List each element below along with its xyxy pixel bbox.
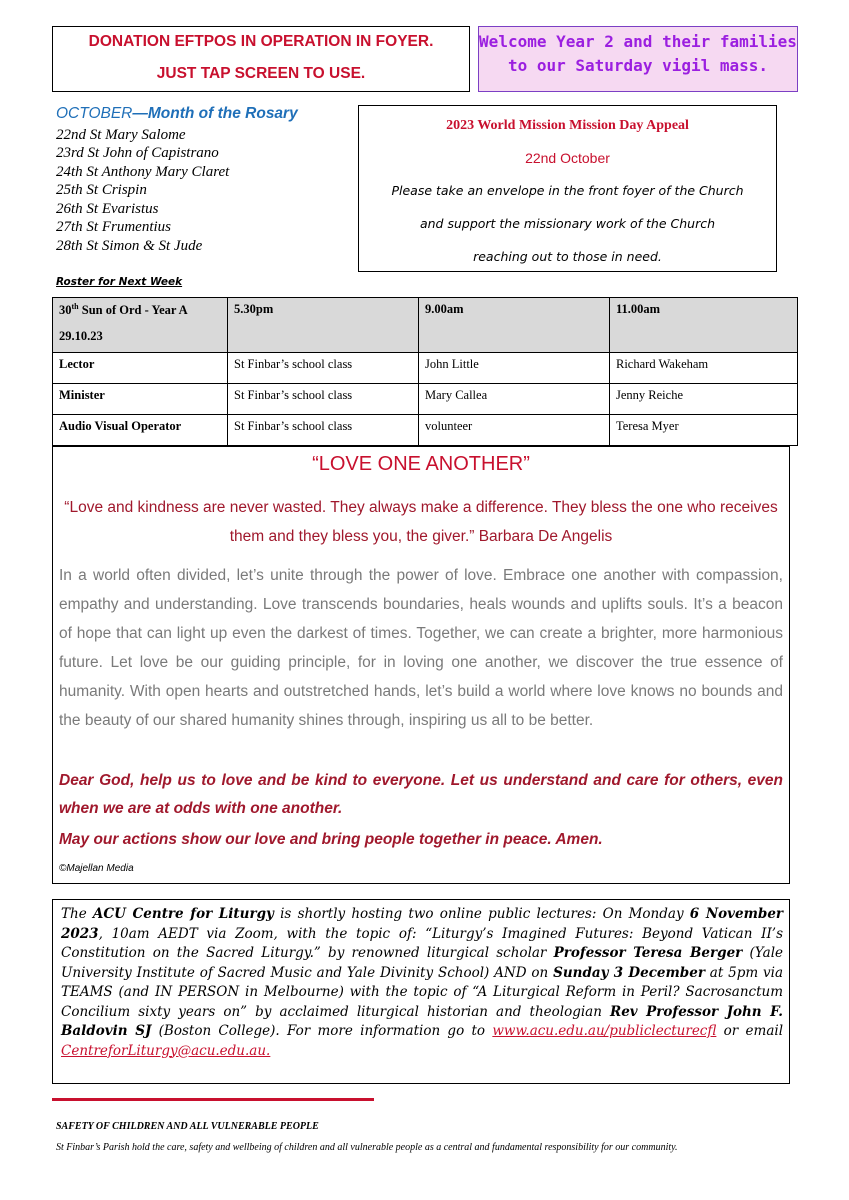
roster-cell: Mary Callea — [419, 384, 610, 415]
roster-cell: Teresa Myer — [610, 415, 798, 446]
love-body: In a world often divided, let’s unite through the power of love. Embrace one another with compassion, empathy and understanding. Love transcends boundaries, heals wounds and uplifts souls. It’s a beacon of hope that can light up even the darkest of times. Together, we can create a brighter, more harmonious future. Let love be our guiding principle, for in loving one another, we discover the true essence of humanity. With open hearts and outstretched hands, let’s build a world where love knows no bounds and the beauty of our shared humanity shines through, inspiring us all to be better. — [59, 567, 783, 729]
love-title: “LOVE ONE ANOTHER” — [312, 453, 530, 475]
acu-text: is shortly hosting two online public lectures: On Monday — [273, 906, 690, 922]
roster-cell: St Finbar’s school class — [228, 415, 419, 446]
roster-date: 29.10.23 — [59, 329, 103, 344]
roster-cell: John Little — [419, 353, 610, 384]
roster-role: Minister — [53, 384, 228, 415]
love-credit: ©Majellan Media — [59, 863, 134, 874]
welcome-notice — [478, 26, 798, 92]
roster-cell: Richard Wakeham — [610, 353, 798, 384]
saint-item: 26th St Evaristus — [56, 200, 159, 217]
acu-website-link[interactable]: www.acu.edu.au/publiclecturecfl — [492, 1023, 717, 1039]
mission-line: and support the missionary work of the Church — [419, 216, 716, 231]
roster-time: 5.30pm — [228, 298, 419, 353]
sunday-number: 30 — [59, 303, 72, 318]
sunday-name: Sun of Ord - Year A — [78, 303, 188, 318]
eftpos-notice — [52, 26, 470, 92]
table-row — [53, 353, 798, 384]
roster-cell: St Finbar’s school class — [228, 384, 419, 415]
eftpos-line-2: JUST TAP SCREEN TO USE. — [156, 65, 366, 82]
roster-cell: St Finbar’s school class — [228, 353, 419, 384]
acu-text: or email — [716, 1023, 784, 1039]
roster-time: 9.00am — [419, 298, 610, 353]
month-subtitle: —Month of the Rosary — [132, 105, 298, 122]
table-row — [53, 415, 798, 446]
love-prayer-closing: May our actions show our love and bring people together in peace. Amen. — [59, 831, 603, 848]
sunday-suffix: th — [71, 302, 79, 311]
welcome-line-2: to our Saturday vigil mass. — [507, 56, 769, 75]
mission-line: Please take an envelope in the front foyer of the Church — [391, 183, 744, 198]
saint-item: 22nd St Mary Salome — [56, 126, 186, 143]
acu-email-link[interactable]: CentreforLiturgy@acu.edu.au. — [61, 1042, 271, 1059]
saints-list — [56, 105, 346, 255]
love-prayer: Dear God, help us to love and be kind to everyone. Let us understand and care for others, even when we are at odds with one another. — [59, 772, 783, 817]
roster-sunday — [59, 302, 221, 318]
safety-heading: SAFETY OF CHILDREN AND ALL VULNERABLE PEOPLE — [56, 1121, 319, 1132]
saints-heading — [56, 105, 346, 124]
roster-role: Lector — [53, 353, 228, 384]
roster-cell: volunteer — [419, 415, 610, 446]
acu-text: (Yale University Institute of Sacred Music and Yale Divinity School) AND on — [61, 945, 783, 981]
acu-text: at 5pm via TEAMS (and IN PERSON in Melbourne) with the topic of “A Liturgical Reform in Peril? Sacrosanctum Concilium sixty years on” by acclaimed liturgical historian and theologian — [61, 964, 783, 1020]
acu-text: The — [61, 906, 93, 922]
roster-time: 11.00am — [610, 298, 798, 353]
acu-speaker-2: Rev Professor John F. Baldovin SJ — [61, 1003, 784, 1039]
welcome-line-1: Welcome Year 2 and their families — [479, 32, 797, 51]
safety-text: St Finbar’s Parish hold the care, safety and wellbeing of children and all vulnerable people as a central and fundamental responsibility for our community. — [56, 1142, 678, 1153]
mission-line: reaching out to those in need. — [473, 249, 662, 264]
month-name: OCTOBER — [56, 105, 133, 122]
footer-divider — [52, 1098, 374, 1101]
mission-appeal-box — [358, 105, 777, 272]
acu-date-2: Sunday 3 December — [553, 964, 705, 981]
saint-item: 28th St Simon & St Jude — [56, 237, 203, 254]
saint-item: 24th St Anthony Mary Claret — [56, 163, 230, 180]
table-header-row — [53, 298, 798, 353]
acu-speaker-1: Professor Teresa Berger — [553, 945, 743, 961]
acu-lectures-box — [52, 899, 790, 1084]
eftpos-line-1: DONATION EFTPOS IN OPERATION IN FOYER. — [88, 33, 434, 50]
saint-item: 25th St Crispin — [56, 182, 147, 198]
roster-title: Roster for Next Week — [56, 276, 183, 288]
acu-date-1: 6 November 2023 — [61, 906, 784, 942]
love-one-another-box — [52, 446, 790, 884]
love-quote: “Love and kindness are never wasted. They always make a difference. They bless the one who receives them and they bless you, the giver.” Barbara De Angelis — [64, 499, 778, 545]
roster-sunday-cell — [53, 298, 228, 353]
acu-text: (Boston College). For more information go to — [151, 1023, 493, 1039]
roster-role: Audio Visual Operator — [53, 415, 228, 446]
table-row — [53, 384, 798, 415]
roster-cell: Jenny Reiche — [610, 384, 798, 415]
saint-item: 27th St Frumentius — [56, 219, 171, 235]
mission-title: 2023 World Mission Mission Day Appeal — [446, 118, 689, 133]
mission-date: 22nd October — [525, 150, 610, 166]
saint-item: 23rd St John of Capistrano — [56, 145, 219, 161]
roster-table — [52, 297, 798, 446]
acu-centre-name: ACU Centre for Liturgy — [92, 906, 274, 922]
acu-text: , 10am AEDT via Zoom, with the topic of: “Liturgy’s Imagined Futures: Beyond Vatican II’s Constitution on the Sacred Liturgy.” by renowned liturgical scholar — [61, 925, 783, 961]
